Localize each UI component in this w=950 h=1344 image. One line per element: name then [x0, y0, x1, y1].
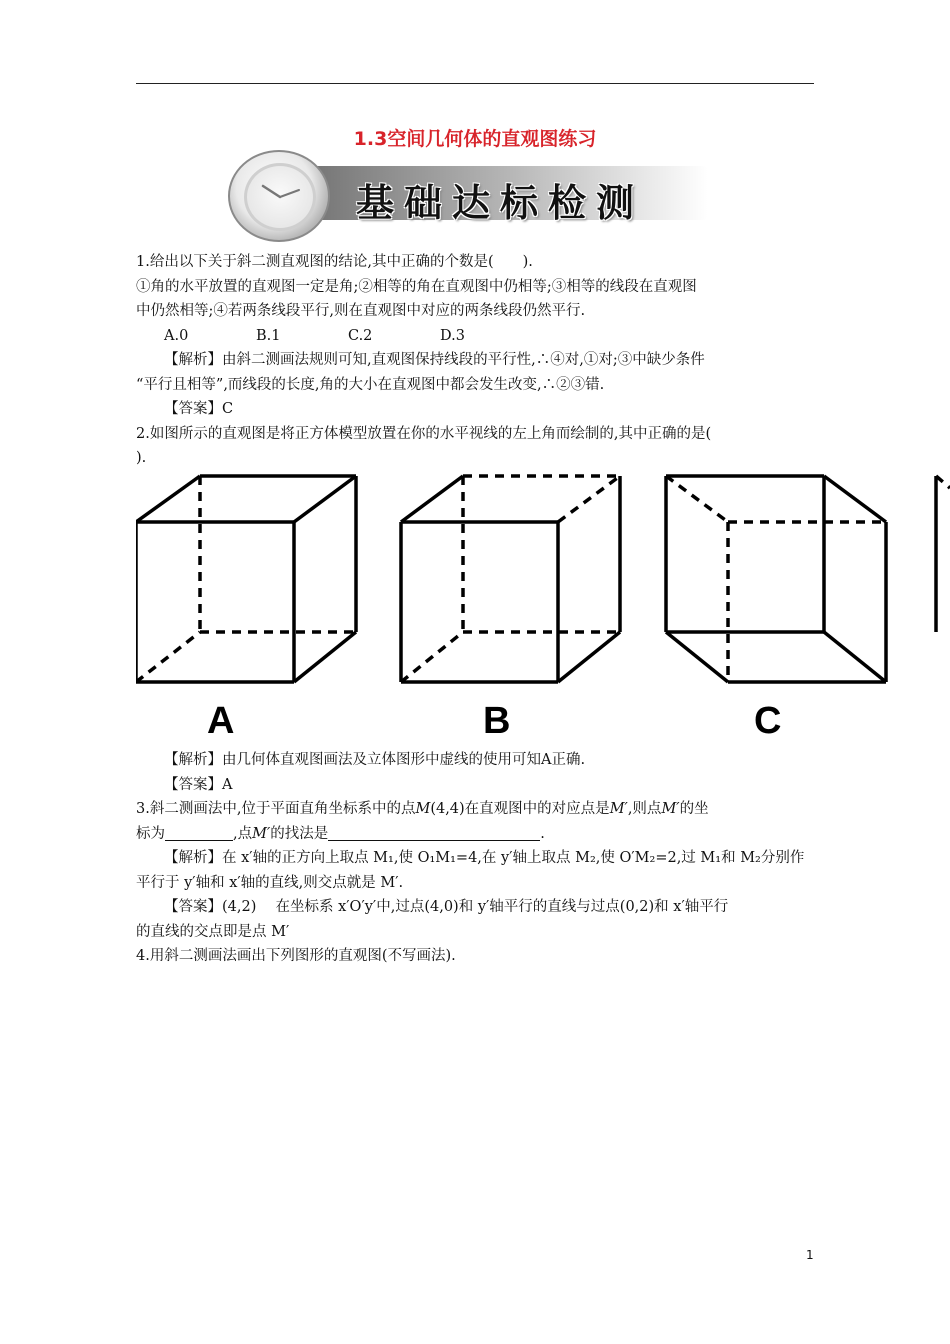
- q1-option-c: C.2: [348, 327, 373, 344]
- q2-answer: 【答案】A: [164, 776, 233, 793]
- figure-label-a: A: [207, 700, 235, 742]
- banner-text: 基础达标检测: [356, 181, 645, 225]
- question-1: [136, 250, 816, 471]
- q3-analysis-line-2: 平行于 y′轴和 x′轴的直线,则交点就是 M′.: [136, 874, 404, 891]
- page-number: 1: [806, 1248, 814, 1262]
- cube-figure-a: [136, 476, 356, 682]
- section-banner: [228, 150, 708, 240]
- header-rule: [136, 83, 814, 84]
- clock-face: [244, 163, 316, 231]
- q4-stem: 4.用斜二测画法画出下列图形的直观图(不写画法).: [136, 948, 456, 964]
- q3-answer-line-1: 【答案】(4,2) 在坐标系 x′O′y′中,过点(4,0)和 y′轴平行的直线与过点(0,2)和 x′轴平行: [164, 899, 729, 915]
- q2-stem-line-1: 2.如图所示的直观图是将正方体模型放置在你的水平视线的左上角而绘制的,其中正确的是(: [136, 425, 712, 442]
- cube-figure-d-partial: [936, 476, 950, 632]
- cube-figure-b: [401, 476, 620, 682]
- figure-label-b: B: [483, 700, 511, 742]
- q1-stem: 1.给出以下关于斜二测直观图的结论,其中正确的个数是( ).: [136, 254, 533, 270]
- q3-coordinate-blank[interactable]: [165, 824, 233, 841]
- q3-analysis-line-1: 【解析】在 x′轴的正方向上取点 M₁,使 O₁M₁=4,在 y′轴上取点 M₂,使 O′M₂=2,过 M₁和 M₂分别作: [164, 850, 805, 866]
- q2-stem-line-2: ).: [136, 450, 147, 466]
- q1-analysis-line-1: 【解析】由斜二测画法规则可知,直观图保持线段的平行性,∴④对,①对;③中缺少条件: [164, 352, 705, 368]
- clock-icon: [228, 150, 330, 242]
- page-title: 1.3空间几何体的直观图练习: [353, 128, 597, 150]
- q1-option-d: D.3: [440, 327, 465, 344]
- figure-label-c: C: [754, 700, 782, 742]
- q1-statements-line-2: 中仍然相等;④若两条线段平行,则在直观图中对应的两条线段仍然平行.: [136, 303, 586, 319]
- q3-stem-line-2: 标为 ,点M′的找法是 .: [136, 825, 545, 842]
- q1-analysis-line-2: “平行且相等”,而线段的长度,角的大小在直观图中都会发生改变,∴②③错.: [136, 376, 605, 393]
- cube-figure-c: [666, 476, 886, 682]
- cube-figures: [136, 470, 950, 750]
- q3-method-blank[interactable]: [328, 824, 540, 841]
- q3-stem-line-1: 3.斜二测画法中,位于平面直角坐标系中的点M(4,4)在直观图中的对应点是M′,则点M′的坐: [136, 801, 709, 817]
- q1-option-b: B.1: [256, 327, 281, 344]
- clock-hands-icon: [247, 166, 313, 228]
- q1-answer: 【答案】C: [164, 401, 234, 417]
- q1-options: [136, 324, 816, 349]
- q1-statements-line-1: ①角的水平放置的直观图一定是角;②相等的角在直观图中仍相等;③相等的线段在直观图: [136, 278, 697, 295]
- q2-analysis: 【解析】由几何体直观图画法及立体图形中虚线的使用可知A正确.: [164, 752, 586, 768]
- q3-answer-line-2: 的直线的交点即是点 M′: [136, 923, 290, 940]
- question-2-3-4: [136, 748, 816, 969]
- q1-option-a: A.0: [164, 327, 189, 344]
